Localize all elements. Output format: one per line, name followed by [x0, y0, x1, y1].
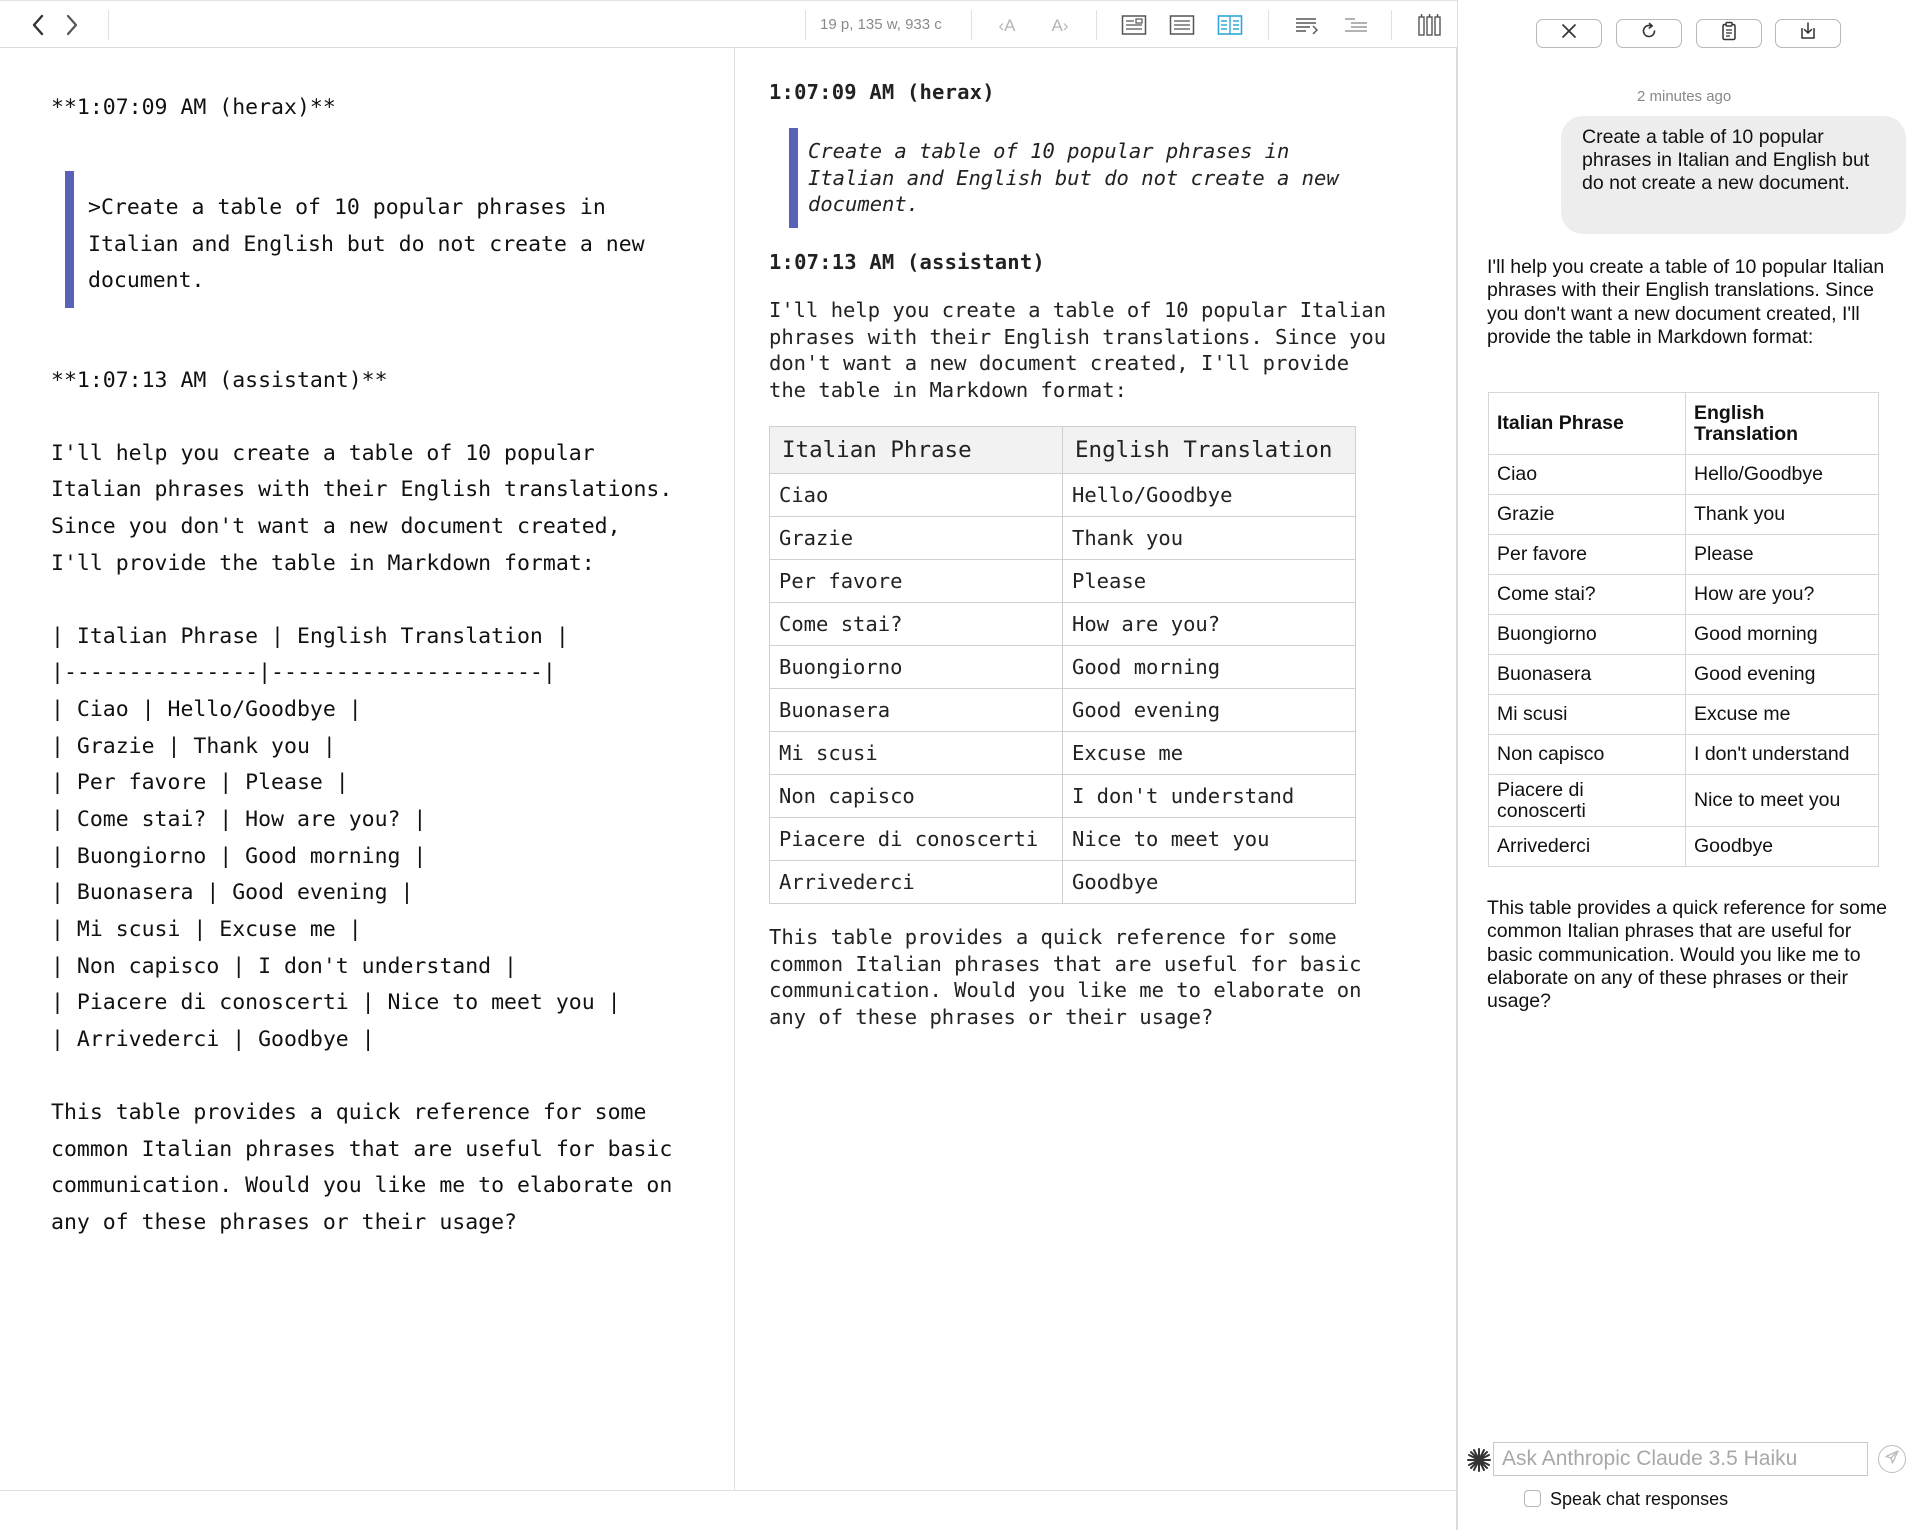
chat-input[interactable]	[1493, 1442, 1868, 1476]
italian-phrase: Piacere di conoscerti	[770, 818, 1063, 861]
table-row	[1489, 827, 1879, 867]
source-line[interactable]: This table provides a quick reference for some	[51, 1100, 647, 1125]
italian-phrase: Ciao	[770, 474, 1063, 517]
italian-phrase: Non capisco	[1489, 735, 1686, 775]
toolbar-divider	[1096, 10, 1097, 40]
table-row	[770, 689, 1356, 732]
source-line[interactable]: | Come stai? | How are you? |	[51, 807, 427, 832]
english-translation: I don't understand	[1686, 735, 1879, 775]
table-row	[770, 603, 1356, 646]
table-header-cell: English Translation	[1686, 393, 1879, 455]
english-translation: How are you?	[1063, 603, 1356, 646]
table-header-row	[770, 427, 1356, 474]
preview-only-icon[interactable]	[1168, 11, 1196, 39]
english-translation: Please	[1686, 535, 1879, 575]
italian-phrase: Piacere di conoscerti	[1489, 775, 1686, 827]
table-row	[770, 732, 1356, 775]
toolbar-divider	[1268, 10, 1269, 40]
source-line[interactable]: Italian phrases with their English translations.	[51, 477, 673, 502]
table-row	[770, 646, 1356, 689]
source-line[interactable]: | Buonasera | Good evening |	[51, 880, 414, 905]
editor-toolbar	[0, 0, 1457, 48]
back-arrow-icon[interactable]	[26, 11, 50, 39]
table-row	[1489, 615, 1879, 655]
english-translation: Goodbye	[1063, 861, 1356, 904]
message-timestamp: 2 minutes ago	[1637, 88, 1732, 105]
table-row	[770, 818, 1356, 861]
decrease-font-icon[interactable]	[990, 11, 1024, 39]
source-line[interactable]: | Arrivederci | Goodbye |	[51, 1027, 375, 1052]
table-row	[770, 517, 1356, 560]
split-view-icon[interactable]	[1216, 11, 1244, 39]
editor-status-bar	[0, 1490, 1457, 1531]
refresh-icon	[1639, 21, 1659, 46]
english-translation: Nice to meet you	[1686, 775, 1879, 827]
table-row	[770, 775, 1356, 818]
english-translation: Hello/Goodbye	[1063, 474, 1356, 517]
table-row	[1489, 735, 1879, 775]
italian-phrase: Buongiorno	[770, 646, 1063, 689]
table-row	[1489, 535, 1879, 575]
close-icon	[1560, 22, 1578, 45]
table-row	[770, 474, 1356, 517]
table-header-cell: Italian Phrase	[1489, 393, 1686, 455]
chat-phrase-table	[1488, 392, 1879, 867]
clipboard-icon	[1720, 21, 1738, 46]
table-header-cell: English Translation	[1063, 427, 1356, 474]
english-translation: Good evening	[1686, 655, 1879, 695]
english-translation: I don't understand	[1063, 775, 1356, 818]
preview-heading-user: 1:07:09 AM (herax)	[769, 80, 995, 104]
english-translation: Hello/Goodbye	[1686, 455, 1879, 495]
italian-phrase: Buongiorno	[1489, 615, 1686, 655]
assistant-message-intro: I'll help you create a table of 10 popular Italian phrases with their English translations. Since you don't want a new document created, I'll provide the table in Markdown format:	[1487, 256, 1885, 348]
user-message-bubble: Create a table of 10 popular phrases in Italian and English but do not create a new document.	[1561, 116, 1906, 234]
svg-text:‹A: ‹A	[998, 16, 1016, 35]
svg-text:A›: A›	[1051, 16, 1069, 35]
source-line[interactable]: | Buongiorno | Good morning |	[51, 844, 427, 869]
editor-only-icon[interactable]	[1120, 11, 1148, 39]
speak-responses-label: Speak chat responses	[1550, 1489, 1729, 1509]
source-blockquote-bar	[65, 171, 74, 308]
claude-sparkle-icon	[1466, 1447, 1492, 1473]
forward-arrow-icon[interactable]	[60, 11, 84, 39]
download-icon	[1798, 21, 1818, 46]
english-translation: Goodbye	[1686, 827, 1879, 867]
table-row	[1489, 775, 1879, 827]
source-line[interactable]: | Per favore | Please |	[51, 770, 349, 795]
source-line[interactable]: **1:07:09 AM (herax)**	[51, 95, 336, 120]
italian-phrase: Non capisco	[770, 775, 1063, 818]
italian-phrase: Mi scusi	[1489, 695, 1686, 735]
toolbar-divider	[805, 10, 806, 40]
italian-phrase: Come stai?	[1489, 575, 1686, 615]
english-translation: Good morning	[1686, 615, 1879, 655]
increase-font-icon[interactable]	[1043, 11, 1077, 39]
italian-phrase: Ciao	[1489, 455, 1686, 495]
assistant-message-outro: This table provides a quick reference for some common Italian phrases that are useful for basic communication. Would you like me to elaborate on any of these phrases or their usage?	[1487, 897, 1887, 1013]
source-line[interactable]: |---------------|---------------------|	[51, 660, 556, 685]
italian-phrase: Arrivederci	[1489, 827, 1686, 867]
italian-phrase: Per favore	[1489, 535, 1686, 575]
toc-icon[interactable]	[1342, 11, 1370, 39]
italian-phrase: Grazie	[1489, 495, 1686, 535]
english-translation: Good evening	[1063, 689, 1356, 732]
italian-phrase: Come stai?	[770, 603, 1063, 646]
table-row	[770, 560, 1356, 603]
source-line[interactable]: >Create a table of 10 popular phrases in	[88, 195, 606, 220]
table-row	[1489, 495, 1879, 535]
table-row	[1489, 655, 1879, 695]
english-translation: Excuse me	[1686, 695, 1879, 735]
source-line[interactable]: | Mi scusi | Excuse me |	[51, 917, 362, 942]
source-line[interactable]: Italian and English but do not create a new	[88, 232, 645, 257]
preview-blockquote: Create a table of 10 popular phrases in Italian and English but do not create a new document.	[808, 139, 1339, 216]
table-header-cell: Italian Phrase	[770, 427, 1063, 474]
italian-phrase: Buonasera	[1489, 655, 1686, 695]
italian-phrase: Mi scusi	[770, 732, 1063, 775]
document-stats: 19 p, 135 w, 933 c	[820, 16, 942, 33]
preview-heading-assistant: 1:07:13 AM (assistant)	[769, 250, 1045, 274]
italian-phrase: Grazie	[770, 517, 1063, 560]
source-line[interactable]: | Grazie | Thank you |	[51, 734, 336, 759]
source-line[interactable]: I'll provide the table in Markdown format:	[51, 551, 595, 576]
english-translation: Thank you	[1686, 495, 1879, 535]
close-chat-button[interactable]	[1536, 19, 1602, 48]
source-line[interactable]: any of these phrases or their usage?	[51, 1210, 517, 1235]
send-icon	[1884, 1449, 1900, 1470]
preview-outro: This table provides a quick reference for some common Italian phrases that are useful for basic communication. Would you like me to elaborate on any of these phrases or their usage?	[769, 925, 1362, 1029]
table-row	[1489, 455, 1879, 495]
table-header-row	[1489, 393, 1879, 455]
italian-phrase: Buonasera	[770, 689, 1063, 732]
table-row	[770, 861, 1356, 904]
source-line[interactable]: | Italian Phrase | English Translation |	[51, 624, 569, 649]
italian-phrase: Per favore	[770, 560, 1063, 603]
preview-blockquote-bar	[789, 128, 798, 228]
table-row	[1489, 695, 1879, 735]
source-line[interactable]: I'll help you create a table of 10 popular	[51, 441, 595, 466]
english-translation: Thank you	[1063, 517, 1356, 560]
speak-responses-checkbox[interactable]	[1524, 1490, 1541, 1507]
source-line[interactable]: | Ciao | Hello/Goodbye |	[51, 697, 362, 722]
source-line[interactable]: common Italian phrases that are useful for basic	[51, 1137, 673, 1162]
refresh-chat-button[interactable]	[1616, 19, 1682, 48]
toolbar-divider	[1391, 10, 1392, 40]
preview-phrase-table	[769, 426, 1356, 904]
english-translation: Please	[1063, 560, 1356, 603]
source-line[interactable]: communication. Would you like me to elaborate on	[51, 1173, 673, 1198]
preview-intro: I'll help you create a table of 10 popular Italian phrases with their English translations. Since you don't want a new document created, I'll provide the table in Markdown format:	[769, 298, 1387, 402]
italian-phrase: Arrivederci	[770, 861, 1063, 904]
send-button[interactable]	[1878, 1445, 1906, 1473]
english-translation: Excuse me	[1063, 732, 1356, 775]
toolbar-divider	[971, 10, 972, 40]
copy-chat-button[interactable]	[1696, 19, 1762, 48]
source-line[interactable]: document.	[88, 268, 205, 293]
source-line[interactable]: | Non capisco | I don't understand |	[51, 954, 517, 979]
insert-chat-button[interactable]	[1775, 19, 1841, 48]
column-settings-icon[interactable]	[1416, 11, 1444, 39]
table-row	[1489, 575, 1879, 615]
english-translation: Good morning	[1063, 646, 1356, 689]
outline-icon[interactable]	[1293, 11, 1321, 39]
source-line[interactable]: Since you don't want a new document created,	[51, 514, 621, 539]
toolbar-divider	[108, 10, 109, 40]
source-line[interactable]: | Piacere di conoscerti | Nice to meet you |	[51, 990, 621, 1015]
english-translation: How are you?	[1686, 575, 1879, 615]
english-translation: Nice to meet you	[1063, 818, 1356, 861]
source-line[interactable]: **1:07:13 AM (assistant)**	[51, 368, 388, 393]
